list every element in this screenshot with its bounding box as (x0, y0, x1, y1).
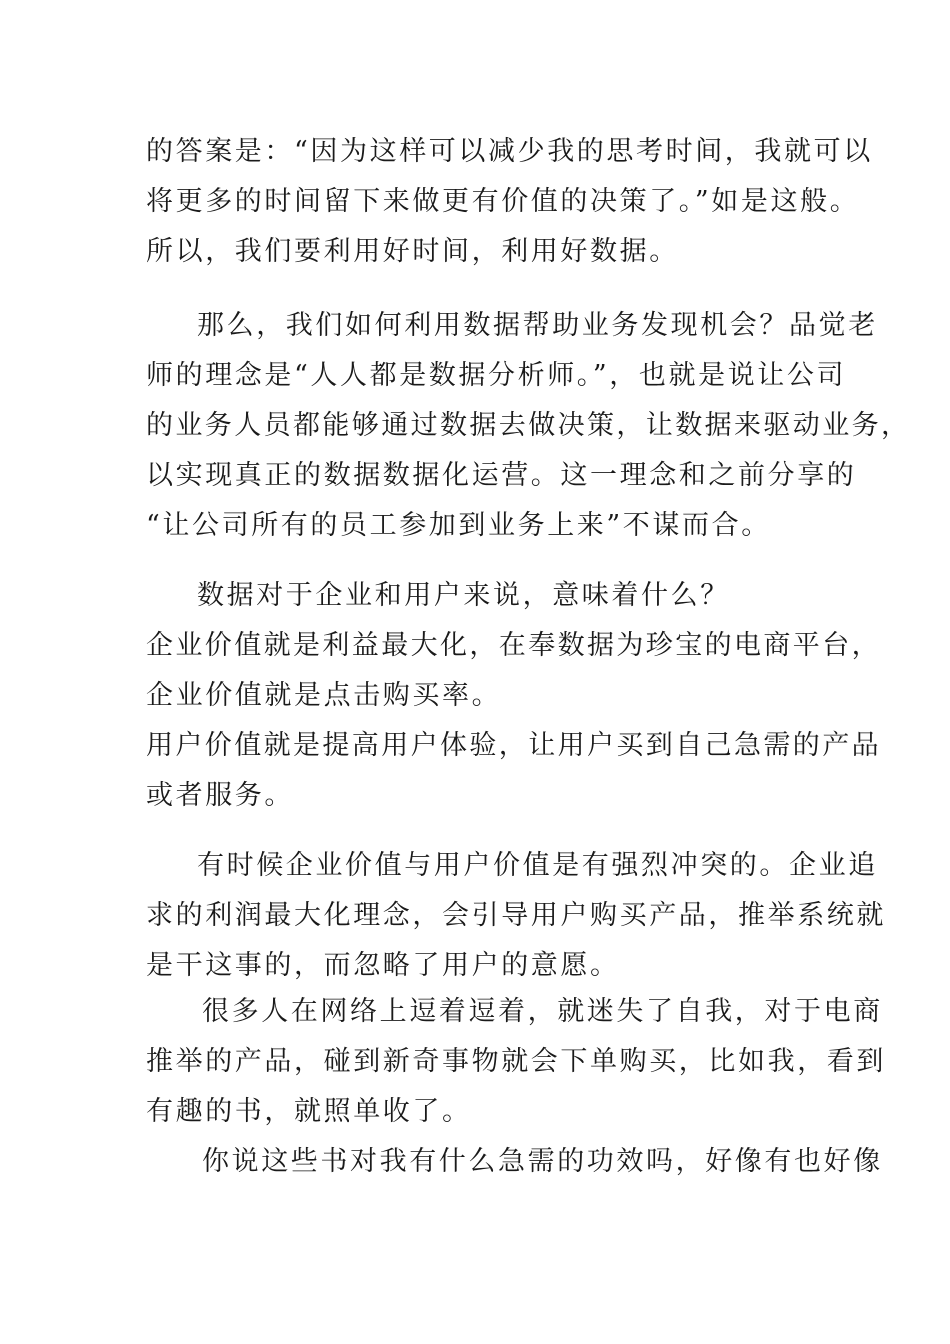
text-line: 将更多的时间留下来做更有价值的决策了。”如是这般。 (146, 186, 860, 217)
text-line: 求的利润最大化理念，会引导用户购买产品，推举系统就 (146, 900, 886, 931)
text-line: 那么，我们如何利用数据帮助业务发现机会？品觉老 (197, 310, 878, 341)
text-line: 是干这事的，而忽略了用户的意愿。 (146, 950, 620, 981)
text-line: 所以，我们要利用好时间，利用好数据。 (146, 236, 679, 267)
text-line: 数据对于企业和用户来说，意味着什么？ (197, 580, 730, 611)
text-line: “让公司所有的员工参加到业务上来”不谋而合。 (146, 510, 771, 541)
text-line: 很多人在网络上逗着逗着，就迷失了自我，对于电商 (202, 996, 883, 1027)
text-line: 的答案是：“因为这样可以减少我的思考时间，我就可以 (146, 136, 873, 167)
text-line: 企业价值就是点击购买率。 (146, 680, 502, 711)
text-line: 或者服务。 (146, 780, 294, 811)
text-line: 师的理念是“人人都是数据分析师。”，也就是说让公司 (146, 360, 847, 391)
text-line: 的业务人员都能够通过数据去做决策，让数据来驱动业务， (146, 410, 911, 441)
text-line: 有趣的书，就照单收了。 (146, 1096, 472, 1127)
text-line: 以实现真正的数据数据化运营。这一理念和之前分享的 (146, 460, 857, 491)
text-line: 企业价值就是利益最大化，在奉数据为珍宝的电商平台， (146, 630, 881, 661)
text-line: 用户价值就是提高用户体验，让用户买到自己急需的产品 (146, 730, 881, 761)
text-line: 有时候企业价值与用户价值是有强烈冲突的。企业追 (197, 850, 878, 881)
text-line: 推举的产品，碰到新奇事物就会下单购买，比如我，看到 (146, 1046, 886, 1077)
text-line: 你说这些书对我有什么急需的功效吗，好像有也好像 (202, 1146, 883, 1177)
